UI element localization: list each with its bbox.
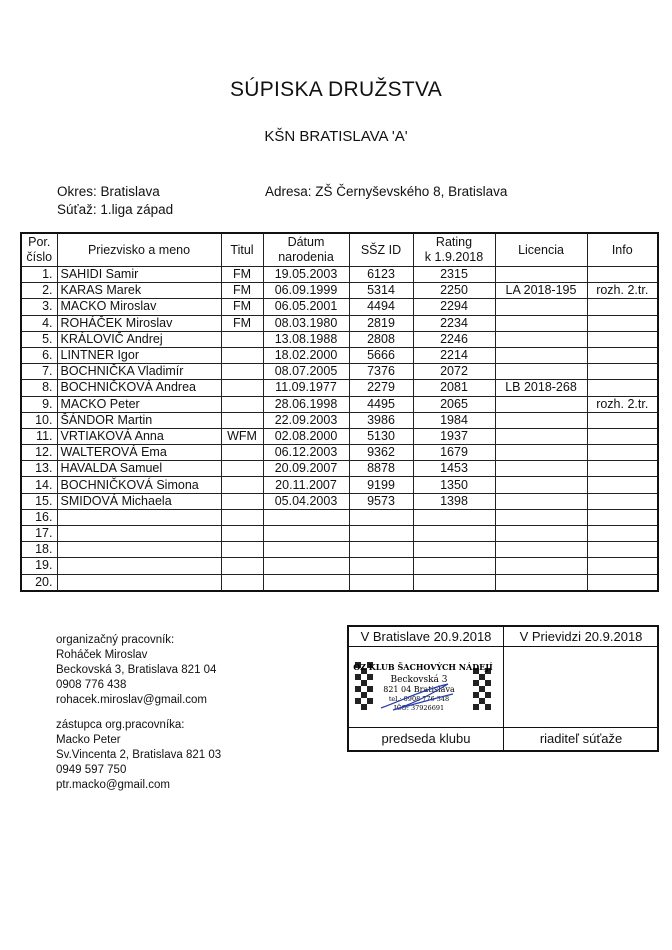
- player-info: [587, 526, 658, 542]
- player-name: KRÁLOVIČ Andrej: [57, 331, 221, 347]
- col-header-licencia: Licencia: [495, 233, 587, 267]
- player-rating: [413, 558, 495, 574]
- contacts-block: [56, 633, 221, 793]
- player-rating: 1453: [413, 461, 495, 477]
- player-info: [587, 542, 658, 558]
- player-license: [495, 509, 587, 525]
- player-info: [587, 493, 658, 509]
- row-number: 17.: [21, 526, 57, 542]
- player-dob: 02.08.2000: [263, 428, 349, 444]
- col-header-name: Priezvisko a meno: [57, 233, 221, 267]
- table-header-row: [21, 233, 658, 267]
- org-phone: 0908 776 438: [56, 679, 127, 691]
- table-row: [21, 396, 658, 412]
- player-info: rozh. 2.tr.: [587, 396, 658, 412]
- signature-box: [347, 625, 659, 752]
- club-chairman-label: predseda klubu: [349, 727, 503, 750]
- player-dob: [263, 574, 349, 591]
- adresa-label: Adresa: ZŠ Černyševského 8, Bratislava: [265, 184, 508, 199]
- dep-address: Sv.Vincenta 2, Bratislava 821 03: [56, 749, 222, 761]
- player-title: [221, 461, 263, 477]
- col-header-rating-line1: Rating: [435, 235, 473, 249]
- table-row: [21, 283, 658, 299]
- player-license: [495, 396, 587, 412]
- table-row: [21, 574, 658, 591]
- player-dob: 20.09.2007: [263, 461, 349, 477]
- player-ssz-id: 9573: [349, 493, 413, 509]
- player-ssz-id: [349, 558, 413, 574]
- player-license: [495, 331, 587, 347]
- svg-text:OZ KLUB ŠACHOVÝCH NÁDEJÍ: OZ KLUB ŠACHOVÝCH NÁDEJÍ: [353, 662, 493, 672]
- col-header-por: [21, 233, 57, 267]
- player-name: [57, 526, 221, 542]
- page-title: SÚPISKA DRUŽSTVA: [229, 78, 443, 101]
- player-name: BOCHNIČKOVÁ Andrea: [57, 380, 221, 396]
- row-number: 9.: [21, 396, 57, 412]
- row-number: 18.: [21, 542, 57, 558]
- row-number: 1.: [21, 267, 57, 283]
- player-title: [221, 493, 263, 509]
- player-title: [221, 509, 263, 525]
- player-rating: [413, 574, 495, 591]
- player-dob: 08.07.2005: [263, 364, 349, 380]
- player-rating: 1984: [413, 412, 495, 428]
- player-ssz-id: [349, 574, 413, 591]
- table-row: [21, 558, 658, 574]
- club-place-date: V Bratislave 20.9.2018: [349, 627, 503, 647]
- player-info: [587, 428, 658, 444]
- row-number: 4.: [21, 315, 57, 331]
- player-ssz-id: 5314: [349, 283, 413, 299]
- director-place-date: V Prievidzi 20.9.2018: [504, 627, 658, 647]
- player-name: SMIDOVÁ Michaela: [57, 493, 221, 509]
- col-header-titul: Titul: [221, 233, 263, 267]
- player-rating: 2081: [413, 380, 495, 396]
- player-dob: 22.09.2003: [263, 412, 349, 428]
- col-header-por-line2: číslo: [26, 250, 53, 264]
- row-number: 5.: [21, 331, 57, 347]
- team-name: KŠN BRATISLAVA 'A': [264, 128, 408, 145]
- dep-label: zástupca org.pracovníka:: [56, 719, 185, 731]
- row-number: 16.: [21, 509, 57, 525]
- player-info: [587, 364, 658, 380]
- player-name: [57, 558, 221, 574]
- dep-email: ptr.macko@gmail.com: [56, 779, 170, 791]
- player-license: [495, 477, 587, 493]
- col-header-datum: [263, 233, 349, 267]
- player-name: SAHIDI Samir: [57, 267, 221, 283]
- col-header-ssz-id: SŠZ ID: [349, 233, 413, 267]
- org-address: Beckovská 3, Bratislava 821 04: [56, 664, 217, 676]
- row-number: 15.: [21, 493, 57, 509]
- player-license: LA 2018-195: [495, 283, 587, 299]
- player-ssz-id: 2819: [349, 315, 413, 331]
- player-title: FM: [221, 299, 263, 315]
- table-row: [21, 331, 658, 347]
- director-signature-cell: [504, 627, 658, 750]
- player-title: [221, 477, 263, 493]
- player-license: [495, 445, 587, 461]
- player-ssz-id: 2808: [349, 331, 413, 347]
- col-header-rating: [413, 233, 495, 267]
- player-license: [495, 542, 587, 558]
- player-dob: 06.09.1999: [263, 283, 349, 299]
- table-row: [21, 364, 658, 380]
- table-row: [21, 299, 658, 315]
- player-dob: 05.04.2003: [263, 493, 349, 509]
- player-name: ŠÁNDOR Martin: [57, 412, 221, 428]
- player-dob: 13.08.1988: [263, 331, 349, 347]
- player-name: [57, 542, 221, 558]
- player-name: BOCHNIČKA Vladimír: [57, 364, 221, 380]
- table-row: [21, 428, 658, 444]
- player-ssz-id: 4494: [349, 299, 413, 315]
- player-rating: [413, 526, 495, 542]
- player-dob: [263, 526, 349, 542]
- player-dob: 19.05.2003: [263, 267, 349, 283]
- player-title: [221, 412, 263, 428]
- col-header-datum-line2: narodenia: [278, 250, 334, 264]
- player-rating: [413, 542, 495, 558]
- player-info: [587, 558, 658, 574]
- row-number: 13.: [21, 461, 57, 477]
- player-title: [221, 347, 263, 363]
- player-name: MACKO Peter: [57, 396, 221, 412]
- table-row: [21, 493, 658, 509]
- row-number: 20.: [21, 574, 57, 591]
- player-rating: 2246: [413, 331, 495, 347]
- player-dob: 18.02.2000: [263, 347, 349, 363]
- player-name: BOCHNIČKOVÁ Simona: [57, 477, 221, 493]
- player-license: [495, 299, 587, 315]
- table-row: [21, 347, 658, 363]
- player-rating: 1937: [413, 428, 495, 444]
- player-ssz-id: 5130: [349, 428, 413, 444]
- player-name: KARAS Marek: [57, 283, 221, 299]
- club-signature-cell: [349, 627, 504, 750]
- player-rating: 2294: [413, 299, 495, 315]
- player-name: WALTEROVÁ Ema: [57, 445, 221, 461]
- player-title: FM: [221, 267, 263, 283]
- player-info: [587, 331, 658, 347]
- player-license: [495, 526, 587, 542]
- table-row: [21, 267, 658, 283]
- table-row: [21, 509, 658, 525]
- player-title: [221, 574, 263, 591]
- player-name: VRTIAKOVÁ Anna: [57, 428, 221, 444]
- player-dob: 20.11.2007: [263, 477, 349, 493]
- table-row: [21, 445, 658, 461]
- player-license: [495, 364, 587, 380]
- col-header-por-line1: Por.: [28, 235, 51, 249]
- player-info: [587, 315, 658, 331]
- player-rating: [413, 509, 495, 525]
- player-ssz-id: 9199: [349, 477, 413, 493]
- player-name: MACKO Miroslav: [57, 299, 221, 315]
- roster-table: [20, 232, 659, 592]
- col-header-datum-line1: Dátum: [287, 235, 325, 249]
- player-name: [57, 574, 221, 591]
- table-row: [21, 380, 658, 396]
- player-ssz-id: 5666: [349, 347, 413, 363]
- player-info: [587, 412, 658, 428]
- player-rating: 2214: [413, 347, 495, 363]
- player-title: [221, 558, 263, 574]
- row-number: 6.: [21, 347, 57, 363]
- player-license: [495, 493, 587, 509]
- player-info: [587, 347, 658, 363]
- player-license: [495, 267, 587, 283]
- player-info: [587, 267, 658, 283]
- org-email: rohacek.miroslav@gmail.com: [56, 694, 207, 706]
- player-title: [221, 396, 263, 412]
- player-license: [495, 412, 587, 428]
- player-info: [587, 461, 658, 477]
- player-dob: [263, 542, 349, 558]
- player-ssz-id: 7376: [349, 364, 413, 380]
- player-name: [57, 509, 221, 525]
- okres-label: Okres: Bratislava: [57, 184, 160, 199]
- player-title: WFM: [221, 428, 263, 444]
- player-license: LB 2018-268: [495, 380, 587, 396]
- row-number: 8.: [21, 380, 57, 396]
- player-info: [587, 445, 658, 461]
- player-license: [495, 347, 587, 363]
- player-ssz-id: [349, 526, 413, 542]
- table-row: [21, 412, 658, 428]
- dep-name: Macko Peter: [56, 734, 121, 746]
- player-info: rozh. 2.tr.: [587, 283, 658, 299]
- player-ssz-id: [349, 509, 413, 525]
- player-title: [221, 445, 263, 461]
- row-number: 19.: [21, 558, 57, 574]
- player-dob: 06.05.2001: [263, 299, 349, 315]
- player-info: [587, 509, 658, 525]
- competition-director-label: riaditeľ súťaže: [504, 727, 658, 750]
- player-info: [587, 574, 658, 591]
- player-title: [221, 542, 263, 558]
- player-ssz-id: 8878: [349, 461, 413, 477]
- sutaz-label: Súťaž: 1.liga západ: [57, 202, 174, 217]
- player-ssz-id: 9362: [349, 445, 413, 461]
- row-number: 2.: [21, 283, 57, 299]
- svg-text:tel.: 0908 776 348: tel.: 0908 776 348: [388, 695, 450, 703]
- player-ssz-id: [349, 542, 413, 558]
- row-number: 12.: [21, 445, 57, 461]
- player-name: ROHÁČEK Miroslav: [57, 315, 221, 331]
- player-license: [495, 461, 587, 477]
- org-name: Roháček Miroslav: [56, 649, 148, 661]
- player-dob: 08.03.1980: [263, 315, 349, 331]
- row-number: 10.: [21, 412, 57, 428]
- player-title: [221, 526, 263, 542]
- player-dob: 06.12.2003: [263, 445, 349, 461]
- player-name: LINTNER Igor: [57, 347, 221, 363]
- player-license: [495, 558, 587, 574]
- player-title: FM: [221, 283, 263, 299]
- player-rating: 1350: [413, 477, 495, 493]
- player-rating: 1679: [413, 445, 495, 461]
- player-title: [221, 331, 263, 347]
- player-license: [495, 428, 587, 444]
- player-title: [221, 364, 263, 380]
- row-number: 7.: [21, 364, 57, 380]
- player-info: [587, 477, 658, 493]
- table-row: [21, 477, 658, 493]
- player-ssz-id: 4495: [349, 396, 413, 412]
- player-title: FM: [221, 315, 263, 331]
- player-ssz-id: 3986: [349, 412, 413, 428]
- player-rating: 1398: [413, 493, 495, 509]
- row-number: 14.: [21, 477, 57, 493]
- player-info: [587, 299, 658, 315]
- player-title: [221, 380, 263, 396]
- player-name: HAVALDA Samuel: [57, 461, 221, 477]
- dep-phone: 0949 597 750: [56, 764, 127, 776]
- table-row: [21, 315, 658, 331]
- col-header-rating-line2: k 1.9.2018: [424, 250, 484, 264]
- svg-text:821 04 Bratislava: 821 04 Bratislava: [383, 685, 455, 694]
- table-row: [21, 461, 658, 477]
- player-dob: 28.06.1998: [263, 396, 349, 412]
- player-dob: [263, 558, 349, 574]
- col-header-info: Info: [587, 233, 658, 267]
- row-number: 11.: [21, 428, 57, 444]
- club-stamp: [353, 660, 499, 716]
- svg-text:IČO: 37926691: IČO: 37926691: [393, 704, 445, 712]
- roster-body: [21, 267, 658, 591]
- player-rating: 2072: [413, 364, 495, 380]
- player-dob: 11.09.1977: [263, 380, 349, 396]
- svg-text:Beckovská 3: Beckovská 3: [390, 675, 448, 685]
- player-dob: [263, 509, 349, 525]
- player-rating: 2234: [413, 315, 495, 331]
- player-rating: 2315: [413, 267, 495, 283]
- player-info: [587, 380, 658, 396]
- table-row: [21, 542, 658, 558]
- row-number: 3.: [21, 299, 57, 315]
- org-label: organizačný pracovník:: [56, 634, 175, 646]
- player-rating: 2250: [413, 283, 495, 299]
- player-ssz-id: 2279: [349, 380, 413, 396]
- player-rating: 2065: [413, 396, 495, 412]
- player-license: [495, 574, 587, 591]
- player-license: [495, 315, 587, 331]
- player-ssz-id: 6123: [349, 267, 413, 283]
- table-row: [21, 526, 658, 542]
